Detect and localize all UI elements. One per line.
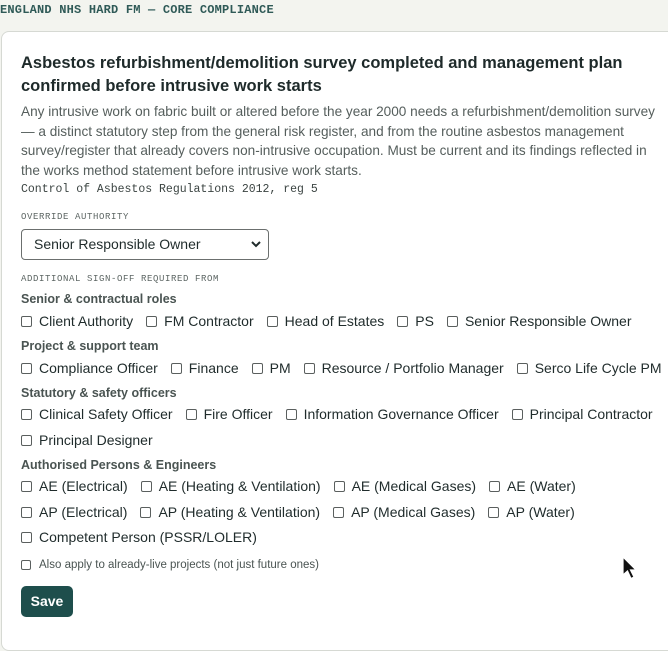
checkbox-box[interactable] — [488, 507, 499, 518]
checkbox-box[interactable] — [21, 409, 32, 420]
checkbox-pm[interactable] — [252, 360, 291, 376]
checkbox-label: Also apply to already-live projects (not just future ones) — [39, 559, 319, 571]
checkbox-label: Principal Contractor — [529, 406, 653, 422]
checkbox-box[interactable] — [186, 409, 197, 420]
checkbox-box[interactable] — [489, 481, 500, 492]
checkbox-label: Serco Life Cycle PM — [534, 360, 662, 376]
checkbox-label: AE (Heating & Ventilation) — [158, 478, 321, 494]
group-options-project-support — [21, 360, 668, 376]
group-options-statutory-safety — [21, 406, 666, 422]
group-options-authorised-persons-ae — [21, 478, 589, 494]
checkbox-information-governance-officer[interactable] — [286, 406, 499, 422]
override-authority-select[interactable] — [21, 229, 269, 260]
checkbox-box[interactable] — [171, 363, 182, 374]
group-label-statutory-safety: Statutory & safety officers — [21, 386, 177, 400]
checkbox-label: AP (Electrical) — [39, 504, 128, 520]
checkbox-label: Resource / Portfolio Manager — [321, 360, 504, 376]
breadcrumb: ENGLAND NHS HARD FM — CORE COMPLIANCE — [0, 3, 274, 17]
checkbox-box[interactable] — [517, 363, 528, 374]
checkbox-ps[interactable] — [397, 313, 434, 329]
checkbox-box[interactable] — [140, 507, 151, 518]
checkbox-ap-medical-gases[interactable] — [333, 504, 475, 520]
checkbox-label: Senior Responsible Owner — [464, 313, 632, 329]
checkbox-box[interactable] — [21, 560, 31, 570]
checkbox-box[interactable] — [397, 316, 408, 327]
checkbox-box[interactable] — [304, 363, 315, 374]
checkbox-label: AE (Medical Gases) — [351, 478, 477, 494]
checkbox-box[interactable] — [333, 507, 344, 518]
checkbox-label: PM — [269, 360, 291, 376]
checkbox-competent-person[interactable] — [21, 529, 257, 545]
checkbox-finance[interactable] — [171, 360, 239, 376]
group-label-authorised-persons: Authorised Persons & Engineers — [21, 458, 217, 472]
override-authority-value: Senior Responsible Owner — [34, 236, 201, 252]
checkbox-label: AP (Heating & Ventilation) — [158, 504, 321, 520]
checkbox-label: Fire Officer — [203, 406, 273, 422]
group-options-authorised-persons-ap — [21, 504, 588, 520]
checkbox-ap-electrical[interactable] — [21, 504, 127, 520]
checkbox-serco-life-cycle-pm[interactable] — [517, 360, 662, 376]
checkbox-ae-heating-ventilation[interactable] — [141, 478, 321, 494]
checkbox-label: Head of Estates — [284, 313, 385, 329]
checkbox-senior-responsible-owner[interactable] — [447, 313, 632, 329]
checkbox-label: PS — [415, 313, 434, 329]
checkbox-label: AP (Medical Gases) — [351, 504, 476, 520]
checkbox-box[interactable] — [21, 532, 32, 543]
group-label-senior-contractual: Senior & contractual roles — [21, 292, 177, 306]
checkbox-box[interactable] — [141, 481, 152, 492]
checkbox-compliance-officer[interactable] — [21, 360, 158, 376]
checkbox-box[interactable] — [286, 409, 297, 420]
checkbox-fire-officer[interactable] — [186, 406, 273, 422]
regulation-reference: Control of Asbestos Regulations 2012, reg 5 — [21, 183, 318, 196]
checkbox-principal-contractor[interactable] — [512, 406, 653, 422]
checkbox-ap-water[interactable] — [488, 504, 574, 520]
checkbox-client-authority[interactable] — [21, 313, 133, 329]
group-label-project-support: Project & support team — [21, 339, 159, 353]
checkbox-box[interactable] — [512, 409, 523, 420]
description: Any intrusive work on fabric built or altered before the year 2000 needs a refurbishment/demolition survey — a distinct statutory step from the general risk register, and from the routine asbestos management survey/register that already covers non-intrusive occupation. Must be current and its findings reflected in the works method statement before intrusive work starts. — [21, 104, 655, 178]
checkbox-ap-heating-ventilation[interactable] — [140, 504, 320, 520]
checkbox-box[interactable] — [252, 363, 263, 374]
checkbox-label: AE (Electrical) — [39, 478, 128, 494]
group-options-statutory-safety-cont — [21, 432, 166, 448]
checkbox-ae-water[interactable] — [489, 478, 576, 494]
checkbox-label: AP (Water) — [506, 504, 575, 520]
page-title: Asbestos refurbishment/demolition survey completed and management plan confirmed before intrusive work starts — [21, 54, 623, 95]
checkbox-clinical-safety-officer[interactable] — [21, 406, 173, 422]
checkbox-ae-electrical[interactable] — [21, 478, 128, 494]
checkbox-principal-designer[interactable] — [21, 432, 153, 448]
checkbox-box[interactable] — [21, 481, 32, 492]
checkbox-box[interactable] — [21, 363, 32, 374]
checkbox-label: Finance — [188, 360, 239, 376]
checkbox-box[interactable] — [21, 435, 32, 446]
checkbox-label: Client Authority — [39, 313, 134, 329]
save-button[interactable]: Save — [21, 586, 73, 617]
checkbox-apply-live-projects[interactable] — [21, 559, 319, 571]
checkbox-label: Compliance Officer — [39, 360, 158, 376]
checkbox-ae-medical-gases[interactable] — [334, 478, 476, 494]
checkbox-label: Information Governance Officer — [303, 406, 499, 422]
checkbox-head-of-estates[interactable] — [267, 313, 385, 329]
signoff-label: ADDITIONAL SIGN-OFF REQUIRED FROM — [21, 274, 220, 284]
checkbox-box[interactable] — [21, 507, 32, 518]
checkbox-label: Clinical Safety Officer — [39, 406, 173, 422]
group-options-senior-contractual — [21, 313, 644, 329]
chevron-down-icon — [250, 230, 262, 270]
checkbox-box[interactable] — [146, 316, 157, 327]
checkbox-box[interactable] — [334, 481, 345, 492]
checkbox-fm-contractor[interactable] — [146, 313, 253, 329]
override-authority-label: OVERRIDE AUTHORITY — [21, 212, 130, 222]
checkbox-label: FM Contractor — [164, 313, 254, 329]
checkbox-label: Principal Designer — [39, 432, 153, 448]
checkbox-label: Competent Person (PSSR/LOLER) — [39, 529, 257, 545]
checkbox-box[interactable] — [267, 316, 278, 327]
checkbox-box[interactable] — [21, 316, 32, 327]
checkbox-label: AE (Water) — [507, 478, 576, 494]
group-options-authorised-persons-cp — [21, 529, 270, 545]
checkbox-resource-portfolio-manager[interactable] — [304, 360, 504, 376]
checkbox-box[interactable] — [447, 316, 458, 327]
mouse-pointer-icon — [622, 556, 638, 585]
